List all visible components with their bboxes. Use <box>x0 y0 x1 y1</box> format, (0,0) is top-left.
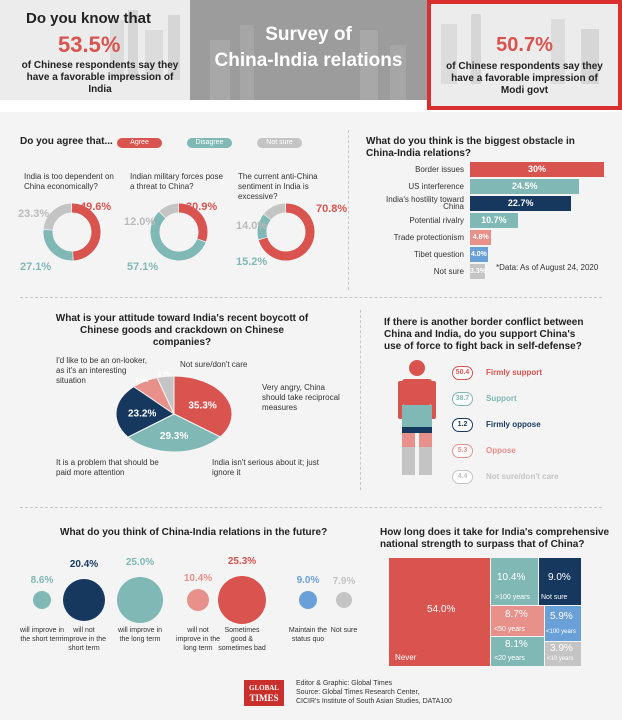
under-100-label: <100 years <box>546 629 576 635</box>
future-faces-chart <box>6 552 362 664</box>
conflict-label: Firmly oppose <box>486 420 541 429</box>
never-value: 54.0% <box>427 604 456 615</box>
treemap-under-50 <box>491 606 544 636</box>
treemap-over-100 <box>491 558 538 605</box>
over-100-value: 10.4% <box>497 572 526 583</box>
right-percent: 50.7% <box>496 34 553 56</box>
under-10-value: 3.9% <box>550 643 573 654</box>
label-not-sure: Not sure/don't care <box>180 360 248 369</box>
left-text: of Chinese respondents say they have a favorable impression of India <box>21 60 179 95</box>
face-circle <box>63 579 105 621</box>
q1-disagree-value: 27.1% <box>20 261 52 273</box>
pie-label: 23.2% <box>128 408 157 420</box>
question-2: Indian military forces pose a threat to China? <box>130 172 223 191</box>
bar-label: Not sure <box>433 267 464 276</box>
divider <box>360 310 361 490</box>
face-icon <box>33 591 51 609</box>
under-100-value: 5.9% <box>550 611 573 622</box>
face-circle <box>117 577 163 623</box>
future-label: Maintain the status quo <box>288 627 328 643</box>
left-heading: Do you know that <box>26 10 151 27</box>
conflict-value: 50.4 <box>452 366 473 380</box>
bar: 10.7% <box>470 213 518 228</box>
q2-agree-value: 30.9% <box>186 201 218 213</box>
source-line-1: Source: Global Times Research Center, <box>296 689 420 696</box>
q2-notsure-value: 12.0% <box>124 216 156 228</box>
donut-segment-not-sure <box>268 208 286 217</box>
donut-segment-disagree <box>48 230 73 256</box>
label-not-serious: India isn't serious about it; just ignore it <box>212 458 319 477</box>
never-label: Never <box>395 653 417 662</box>
header-title-panel <box>190 0 427 100</box>
face-circle <box>336 592 352 608</box>
conflict-label: Not sure/don't care <box>486 472 559 481</box>
future-percent: 25.3% <box>227 556 257 567</box>
label-onlooker: I'd like to be an on-looker, as it's an interesting situation <box>56 356 147 385</box>
face-circle <box>33 591 51 609</box>
future-percent: 25.0% <box>125 557 155 568</box>
q1-agree-value: 49.6% <box>80 201 112 213</box>
conflict-legend <box>452 366 602 486</box>
title-line-2: China-India relations <box>214 50 403 71</box>
bar-label: Border issues <box>415 165 464 174</box>
over-100-label: >100 years <box>495 594 530 601</box>
obstacle-bar-chart <box>366 162 606 278</box>
treemap-never <box>389 558 490 666</box>
bar-label: US interference <box>408 182 464 191</box>
conflict-title: If there is another border conflict between China and India, do you support China's use of force to fight back in self-defense? <box>384 317 584 352</box>
face-circle <box>187 589 209 611</box>
treemap-not-sure <box>539 558 581 605</box>
not-sure-value: 9.0% <box>548 572 571 583</box>
under-50-value: 8.7% <box>505 609 528 620</box>
question-1: India is too dependent on China economically? <box>24 172 114 191</box>
header-right-panel <box>427 0 622 110</box>
future-title: What do you think of China-India relations in the future? <box>60 527 328 538</box>
conflict-value: 4.4 <box>452 470 473 484</box>
left-percent: 53.5% <box>58 32 121 57</box>
future-label: will improve in the short term <box>20 627 64 643</box>
footer-credits <box>296 679 452 706</box>
donut-segment-not-sure <box>163 208 179 214</box>
treemap-under-20 <box>491 637 544 666</box>
future-label: Sometimes good & sometimes bad <box>218 627 266 652</box>
editor-credit: Editor & Graphic: Global Times <box>296 680 393 687</box>
global-times-logo <box>244 680 284 706</box>
pie-label: 4.7% <box>157 372 172 379</box>
bar: 24.5% <box>470 179 579 194</box>
under-10-label: <10 years <box>547 656 574 662</box>
face-circle <box>218 576 266 624</box>
pie-label: 7.5% <box>134 377 149 384</box>
divider <box>20 507 602 508</box>
future-percent: 7.9% <box>332 576 356 587</box>
legend-disagree: Disagree <box>187 138 232 148</box>
q3-notsure-value: 14.0% <box>236 220 268 232</box>
donut-chart-3 <box>254 200 318 264</box>
under-20-label: <20 years <box>494 655 525 662</box>
donut-segment-disagree <box>155 215 201 256</box>
face-icon <box>299 591 317 609</box>
treemap-under-100 <box>545 606 581 641</box>
legend-not-sure: Not sure <box>257 138 302 148</box>
title-line-1: Survey of <box>265 24 352 45</box>
boycott-title: What is your attitude toward India's recent boycott of Chinese goods and crackdown on Chinese companies? <box>55 313 309 348</box>
q1-notsure-value: 23.3% <box>18 208 50 220</box>
conflict-value: 38.7 <box>452 392 473 406</box>
bar-label: Potential rivalry <box>409 216 464 225</box>
under-20-value: 8.1% <box>505 639 528 650</box>
future-label: will not improve in the short term <box>62 627 106 652</box>
bar-label: India's hostility toward China <box>385 195 464 211</box>
conflict-value: 5.3 <box>452 444 473 458</box>
face-icon <box>187 589 209 611</box>
divider <box>348 130 349 290</box>
right-text: of Chinese respondents say they have a favorable impression of Modi govt <box>446 61 603 96</box>
bar: 4.0% <box>470 247 488 262</box>
label-problem: It is a problem that should be paid more attention <box>56 458 159 477</box>
future-percent: 10.4% <box>183 573 213 584</box>
person-icon <box>398 360 436 480</box>
surpass-title: How long does it take for India's comprehensive national strength to surpass that of China? <box>380 527 610 550</box>
logo-line-1: GLOBAL <box>249 684 279 692</box>
conflict-label: Support <box>486 394 517 403</box>
pie-label: 35.3% <box>188 400 217 412</box>
divider <box>20 297 602 298</box>
q3-agree-value: 70.8% <box>316 203 348 215</box>
bar-label: Trade protectionism <box>393 233 464 242</box>
under-50-label: <50 years <box>494 626 525 633</box>
not-sure-label: Not sure <box>541 594 568 601</box>
obstacle-title: What do you think is the biggest obstacle in China-India relations? <box>366 136 575 159</box>
agree-title: Do you agree that... <box>20 136 113 147</box>
pie-label: 29.3% <box>159 430 189 442</box>
future-label: Not sure <box>330 627 358 634</box>
conflict-value: 1.2 <box>452 418 473 432</box>
data-note: *Data: As of August 24, 2020 <box>496 263 599 272</box>
future-label: will improve in the long term <box>118 627 162 643</box>
logo-line-2: TIMES <box>249 693 279 703</box>
donut-segment-agree <box>72 208 96 256</box>
q3-disagree-value: 15.2% <box>236 256 268 268</box>
bar: 22.7% <box>470 196 571 211</box>
future-percent: 20.4% <box>69 559 99 570</box>
future-percent: 8.6% <box>30 575 54 586</box>
bar: 3.3% <box>470 264 485 279</box>
q2-disagree-value: 57.1% <box>127 261 159 273</box>
question-3: The current anti-China sentiment in India is excessive? <box>238 172 318 201</box>
face-icon <box>117 577 163 623</box>
future-label: will not improve in the long term <box>176 627 220 652</box>
face-circle <box>299 591 317 609</box>
face-icon <box>336 592 352 608</box>
conflict-label: Oppose <box>486 446 516 455</box>
donut-segment-not-sure <box>48 208 71 229</box>
source-line-2: CICIR's Institute of South Asian Studies, DATA100 <box>296 698 452 705</box>
conflict-label: Firmly support <box>486 368 543 377</box>
header-left-panel <box>0 0 190 100</box>
label-angry: Very angry, China should take reciprocal measures <box>262 383 340 412</box>
bar: 4.8% <box>470 230 491 245</box>
treemap-under-10 <box>545 642 581 666</box>
face-icon <box>63 579 105 621</box>
face-icon <box>218 576 266 624</box>
future-percent: 9.0% <box>296 575 320 586</box>
legend-agree: Agree <box>117 138 162 148</box>
bar: 30% <box>470 162 604 177</box>
bar-label: Tibet question <box>414 250 464 259</box>
